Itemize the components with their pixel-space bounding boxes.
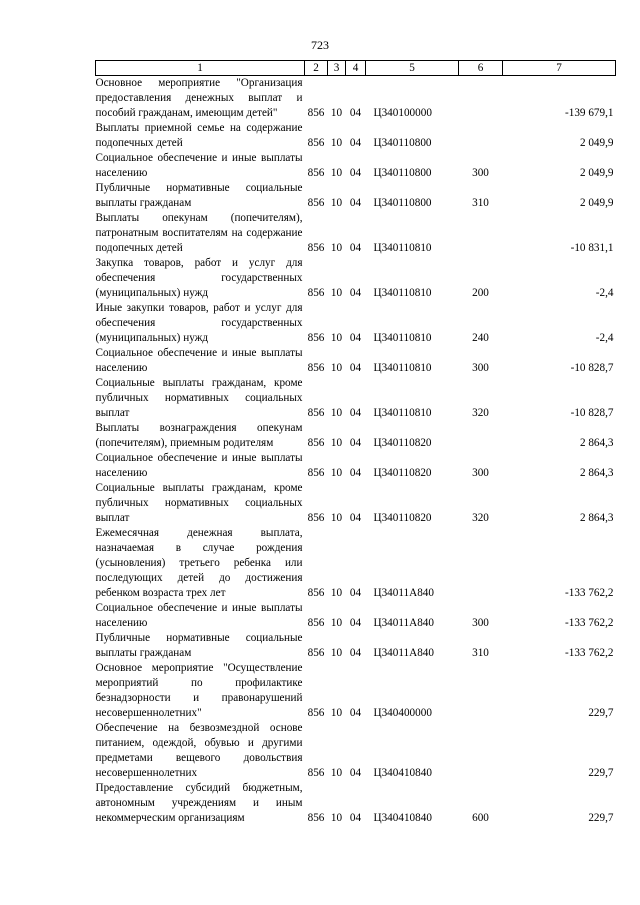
row-section-cell: 10 bbox=[330, 197, 343, 209]
row-amount-cell: -10 828,7 bbox=[570, 407, 614, 419]
page-number: 723 bbox=[311, 38, 329, 52]
table-row bbox=[96, 76, 616, 122]
row-name-cell: Иные закупки товаров, работ и услуг для обеспечения государственных (муниципальных) нужд bbox=[95, 302, 303, 344]
row-ministry-code-cell: 856 bbox=[307, 467, 325, 479]
header-cell-2: 2 bbox=[305, 61, 328, 76]
row-ministry-code-cell: 856 bbox=[307, 617, 325, 629]
row-section-cell: 10 bbox=[330, 812, 343, 824]
row-name-cell: Публичные нормативные социальные выплаты гражданам bbox=[95, 182, 303, 209]
row-section-cell: 10 bbox=[330, 242, 343, 254]
row-expense-type-cell: 300 bbox=[472, 467, 489, 479]
header-cell-1: 1 bbox=[96, 61, 305, 76]
row-ministry-code-cell: 856 bbox=[307, 287, 325, 299]
row-target-article-cell: Ц340410840 bbox=[373, 812, 432, 824]
row-name-cell: Основное мероприятие "Организация предоставления денежных выплат и пособий гражданам, имеющим детей" bbox=[95, 77, 303, 119]
row-expense-type-cell: 200 bbox=[472, 287, 489, 299]
row-section-cell: 10 bbox=[330, 137, 343, 149]
row-expense-type-cell bbox=[459, 661, 503, 721]
row-section-cell: 10 bbox=[330, 767, 343, 779]
row-target-article-cell: Ц340110810 bbox=[373, 242, 432, 254]
row-target-article-cell: Ц340110810 bbox=[373, 332, 432, 344]
header-cell-3: 3 bbox=[328, 61, 346, 76]
table-row bbox=[96, 631, 616, 661]
row-amount-cell: -139 679,1 bbox=[565, 107, 614, 119]
row-subsection-cell: 04 bbox=[349, 812, 362, 824]
row-amount-cell: 229,7 bbox=[588, 767, 614, 779]
row-target-article-cell: Ц340110820 bbox=[373, 512, 432, 524]
row-section-cell: 10 bbox=[330, 587, 343, 599]
row-expense-type-cell: 310 bbox=[472, 197, 489, 209]
table-row bbox=[96, 256, 616, 301]
row-name-cell: Основное мероприятие "Осуществление мероприятий по профилактике безнадзорности и правонарушений несовершеннолетних" bbox=[95, 662, 303, 719]
header-cell-5: 5 bbox=[366, 61, 459, 76]
row-target-article-cell: Ц34011А840 bbox=[373, 647, 434, 659]
row-amount-cell: -10 831,1 bbox=[570, 242, 614, 254]
row-section-cell: 10 bbox=[330, 617, 343, 629]
row-amount-cell: -133 762,2 bbox=[565, 647, 614, 659]
row-ministry-code-cell: 856 bbox=[307, 587, 325, 599]
table-row bbox=[96, 301, 616, 346]
row-name-cell: Предоставление субсидий бюджетным, автономным учреждениям и иным некоммерческим организациям bbox=[95, 782, 303, 824]
row-expense-type-cell bbox=[459, 76, 503, 122]
row-target-article-cell: Ц340110810 bbox=[373, 362, 432, 374]
row-expense-type-cell bbox=[459, 211, 503, 256]
row-ministry-code-cell: 856 bbox=[307, 707, 325, 719]
row-subsection-cell: 04 bbox=[349, 587, 362, 599]
table-row bbox=[96, 376, 616, 421]
row-name-cell: Выплаты вознаграждения опекунам (попечителям), приемным родителям bbox=[95, 422, 303, 449]
row-subsection-cell: 04 bbox=[349, 767, 362, 779]
row-amount-cell: 2 864,3 bbox=[579, 437, 614, 449]
row-name-cell: Публичные нормативные социальные выплаты гражданам bbox=[95, 632, 303, 659]
row-amount-cell: 229,7 bbox=[588, 812, 614, 824]
row-name-cell: Ежемесячная денежная выплата, назначаемая в случае рождения (усыновления) третьего ребенка или последующих детей до достижения ребенком возраста трех лет bbox=[95, 527, 303, 599]
row-section-cell: 10 bbox=[330, 467, 343, 479]
row-subsection-cell: 04 bbox=[349, 407, 362, 419]
header-cell-4: 4 bbox=[346, 61, 366, 76]
row-subsection-cell: 04 bbox=[349, 467, 362, 479]
row-expense-type-cell bbox=[459, 721, 503, 781]
row-amount-cell: 2 049,9 bbox=[579, 137, 614, 149]
table-row bbox=[96, 481, 616, 526]
table-row bbox=[96, 721, 616, 781]
row-section-cell: 10 bbox=[330, 407, 343, 419]
table-row bbox=[96, 151, 616, 181]
row-target-article-cell: Ц340110810 bbox=[373, 407, 432, 419]
row-subsection-cell: 04 bbox=[349, 137, 362, 149]
row-target-article-cell: Ц34011А840 bbox=[373, 587, 434, 599]
row-target-article-cell: Ц34011А840 bbox=[373, 617, 434, 629]
row-ministry-code-cell: 856 bbox=[307, 107, 325, 119]
row-subsection-cell: 04 bbox=[349, 287, 362, 299]
row-section-cell: 10 bbox=[330, 362, 343, 374]
row-subsection-cell: 04 bbox=[349, 332, 362, 344]
row-amount-cell: 2 049,9 bbox=[579, 167, 614, 179]
table-row bbox=[96, 451, 616, 481]
row-ministry-code-cell: 856 bbox=[307, 197, 325, 209]
row-name-cell: Социальные выплаты гражданам, кроме публичных нормативных социальных выплат bbox=[95, 482, 303, 524]
row-subsection-cell: 04 bbox=[349, 167, 362, 179]
row-expense-type-cell bbox=[459, 121, 503, 151]
row-subsection-cell: 04 bbox=[349, 107, 362, 119]
row-ministry-code-cell: 856 bbox=[307, 362, 325, 374]
row-target-article-cell: Ц340110800 bbox=[373, 197, 432, 209]
row-subsection-cell: 04 bbox=[349, 617, 362, 629]
row-amount-cell: -2,4 bbox=[595, 287, 614, 299]
row-name-cell: Социальное обеспечение и иные выплаты населению bbox=[95, 347, 303, 374]
table-row bbox=[96, 661, 616, 721]
row-subsection-cell: 04 bbox=[349, 707, 362, 719]
row-expense-type-cell bbox=[459, 421, 503, 451]
table-row bbox=[96, 781, 616, 826]
row-subsection-cell: 04 bbox=[349, 647, 362, 659]
table-row bbox=[96, 181, 616, 211]
row-amount-cell: -133 762,2 bbox=[565, 617, 614, 629]
row-name-cell: Социальные выплаты гражданам, кроме публичных нормативных социальных выплат bbox=[95, 377, 303, 419]
row-expense-type-cell: 300 bbox=[472, 362, 489, 374]
table-row bbox=[96, 526, 616, 601]
row-ministry-code-cell: 856 bbox=[307, 242, 325, 254]
row-target-article-cell: Ц340110800 bbox=[373, 167, 432, 179]
row-section-cell: 10 bbox=[330, 512, 343, 524]
table-header-row bbox=[96, 61, 616, 76]
row-ministry-code-cell: 856 bbox=[307, 437, 325, 449]
row-expense-type-cell: 240 bbox=[472, 332, 489, 344]
row-expense-type-cell: 300 bbox=[472, 167, 489, 179]
row-target-article-cell: Ц340110810 bbox=[373, 287, 432, 299]
row-ministry-code-cell: 856 bbox=[307, 812, 325, 824]
row-ministry-code-cell: 856 bbox=[307, 332, 325, 344]
table-body bbox=[96, 76, 616, 827]
row-section-cell: 10 bbox=[330, 437, 343, 449]
row-amount-cell: -2,4 bbox=[595, 332, 614, 344]
row-name-cell: Выплаты приемной семье на содержание подопечных детей bbox=[95, 122, 303, 149]
row-section-cell: 10 bbox=[330, 647, 343, 659]
row-subsection-cell: 04 bbox=[349, 437, 362, 449]
row-target-article-cell: Ц340110820 bbox=[373, 467, 432, 479]
row-amount-cell: -10 828,7 bbox=[570, 362, 614, 374]
header-cell-6: 6 bbox=[459, 61, 503, 76]
row-ministry-code-cell: 856 bbox=[307, 407, 325, 419]
row-ministry-code-cell: 856 bbox=[307, 647, 325, 659]
header-cell-7: 7 bbox=[503, 61, 616, 76]
row-expense-type-cell: 310 bbox=[472, 647, 489, 659]
row-section-cell: 10 bbox=[330, 287, 343, 299]
row-subsection-cell: 04 bbox=[349, 362, 362, 374]
table-row bbox=[96, 346, 616, 376]
row-name-cell: Социальное обеспечение и иные выплаты населению bbox=[95, 602, 303, 629]
table-row bbox=[96, 421, 616, 451]
row-subsection-cell: 04 bbox=[349, 512, 362, 524]
table-row bbox=[96, 211, 616, 256]
budget-table bbox=[95, 60, 616, 826]
row-ministry-code-cell: 856 bbox=[307, 137, 325, 149]
row-expense-type-cell: 300 bbox=[472, 617, 489, 629]
row-name-cell: Социальное обеспечение и иные выплаты населению bbox=[95, 152, 303, 179]
row-target-article-cell: Ц340400000 bbox=[373, 707, 432, 719]
row-amount-cell: 2 864,3 bbox=[579, 512, 614, 524]
row-target-article-cell: Ц340110820 bbox=[373, 437, 432, 449]
row-expense-type-cell: 320 bbox=[472, 512, 489, 524]
row-subsection-cell: 04 bbox=[349, 242, 362, 254]
row-target-article-cell: Ц340410840 bbox=[373, 767, 432, 779]
row-section-cell: 10 bbox=[330, 707, 343, 719]
row-section-cell: 10 bbox=[330, 167, 343, 179]
row-amount-cell: 2 864,3 bbox=[579, 467, 614, 479]
table-row bbox=[96, 601, 616, 631]
row-ministry-code-cell: 856 bbox=[307, 767, 325, 779]
row-expense-type-cell: 600 bbox=[472, 812, 489, 824]
row-subsection-cell: 04 bbox=[349, 197, 362, 209]
row-ministry-code-cell: 856 bbox=[307, 512, 325, 524]
row-amount-cell: 2 049,9 bbox=[579, 197, 614, 209]
row-name-cell: Закупка товаров, работ и услуг для обеспечения государственных (муниципальных) нужд bbox=[95, 257, 303, 299]
row-section-cell: 10 bbox=[330, 107, 343, 119]
row-ministry-code-cell: 856 bbox=[307, 167, 325, 179]
row-amount-cell: -133 762,2 bbox=[565, 587, 614, 599]
row-target-article-cell: Ц340110800 bbox=[373, 137, 432, 149]
row-name-cell: Выплаты опекунам (попечителям), патронатным воспитателям на содержание подопечных детей bbox=[95, 212, 303, 254]
table-row bbox=[96, 121, 616, 151]
row-name-cell: Обеспечение на безвозмездной основе питанием, одеждой, обувью и другими предметами вещевого довольствия несовершеннолетних bbox=[95, 722, 303, 779]
row-expense-type-cell: 320 bbox=[472, 407, 489, 419]
row-target-article-cell: Ц340100000 bbox=[373, 107, 432, 119]
row-section-cell: 10 bbox=[330, 332, 343, 344]
row-name-cell: Социальное обеспечение и иные выплаты населению bbox=[95, 452, 303, 479]
row-expense-type-cell bbox=[459, 526, 503, 601]
row-amount-cell: 229,7 bbox=[588, 707, 614, 719]
